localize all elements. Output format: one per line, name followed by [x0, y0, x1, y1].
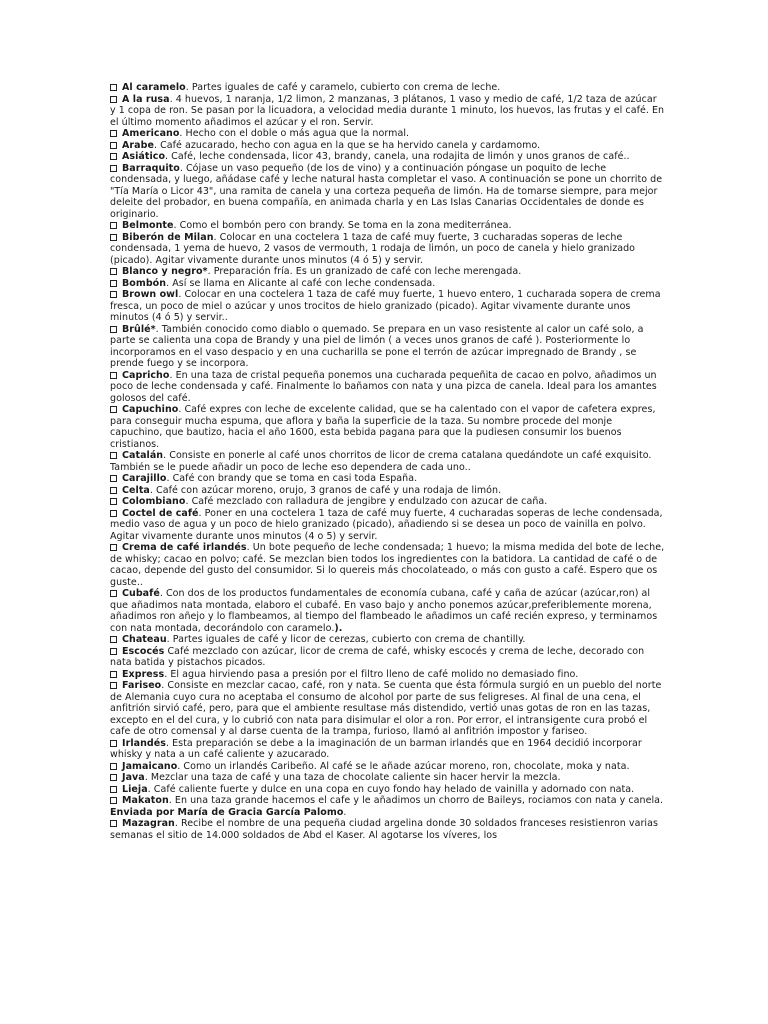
list-item [110, 496, 665, 508]
entry-text: . Café azucarado, hecho con agua en la que se ha hervido canela y cardamomo. [153, 139, 541, 151]
entry-text: . Colocar en una coctelera 1 taza de café muy fuerte, 1 huevo entero, 1 cucharada sopera de crema fresca, un poco de miel o azúcar y unos trocitos de hielo granizado (picado). Agitar vivamente durante unos minutos (4 ó 5) y servir.. [110, 289, 661, 323]
list-item [110, 266, 665, 278]
entry-text: . Café, leche condensada, licor 43, brandy, canela, una rodajita de limón y unos granos de café.. [165, 151, 630, 162]
list-item [110, 508, 665, 543]
list-item [110, 588, 665, 634]
list-item [110, 450, 665, 473]
checkbox-icon [110, 740, 117, 747]
list-item [110, 163, 665, 221]
entry-text: . Partes iguales de café y caramelo, cubierto con crema de leche. [185, 82, 501, 93]
list-item [110, 278, 665, 290]
entry-text: . Cójase un vaso pequeño (de los de vino) y a continuación póngase un poquito de leche condensada, y luego, añádase café y leche natural hasta completar el vaso. A continuación se pone un chorrito de "Tía María o Licor 43", una ramita de canela y una corteza pequeña de limón. Ha de tomarse siempre, para mejor deleite del probador, en buena compañía, en animada charla y en Las Islas Canarias Occidentales de donde es originario. [110, 162, 663, 220]
list-item [110, 220, 665, 232]
entry-term: Blanco y negro* [122, 266, 208, 277]
entry-text: . El agua hirviendo pasa a presión por el filtro lleno de café molido no demasiado fino. [164, 668, 579, 680]
list-item [110, 232, 665, 267]
checkbox-icon [110, 636, 117, 643]
entry-text: . Café mezclado con ralladura de jengibre y endulzado con azucar de caña. [185, 496, 548, 507]
entry-term: Celta [122, 484, 150, 496]
entry-term: Escocés [122, 645, 165, 657]
entry-term: Crema de café irlandés [122, 542, 247, 553]
list-item [110, 818, 665, 841]
checkbox-icon [110, 268, 117, 275]
entry-text: . Como un irlandés Caribeño. Al café se le añade azúcar moreno, ron, chocolate, moka y nata. [177, 760, 630, 772]
entry-text: . Consiste en mezclar cacao, café, ron y nata. Se cuenta que ésta fórmula surgió en un pueblo del norte de Alemania cuyo cura no aceptaba el consumo de alcohol por parte de sus feligreses. Al final de una cena, el anfitrión sirvió café, pero, para que el ambiente resultase más distendido, vertió unas gotas de ron en las tazas, excepto en el del cura, y lo cubrió con nata para disimular el olor a ron. Por error, el intransigente cura probó el cafe de otro comensal y al darse cuenta de la trampa, furioso, llamó al anfitrión impostor y fariseo. [110, 680, 662, 737]
checkbox-icon [110, 544, 117, 551]
entry-tail: . [343, 806, 347, 818]
entry-term: Makaton [122, 795, 169, 806]
entry-term: Java [122, 772, 145, 783]
entry-term: Brûlé* [122, 323, 156, 335]
entry-credit: Enviada por María de Gracia García Palomo [110, 806, 344, 818]
list-item [110, 324, 665, 370]
list-item [110, 151, 665, 163]
entry-term: Cubafé [122, 588, 160, 599]
entry-term: Capricho [122, 369, 170, 381]
checkbox-icon [110, 763, 117, 770]
entry-term: Carajillo [122, 473, 167, 484]
entry-term: Chateau [122, 634, 167, 645]
entry-text: . Café con azúcar moreno, orujo, 3 granos de café y una rodaja de limón. [149, 484, 502, 496]
entry-text: . Café expres con leche de excelente calidad, que se ha calentado con el vapor de cafetera expres, para conseguir mucha espuma, que aflora y baña la superficie de la taza. Su nombre procede del monje capuchino, que bautizo, hacia el año 1600, esta bebida pagana para que la pudiesen consumir los buenos cristianos. [110, 404, 656, 450]
checkbox-icon [110, 326, 117, 333]
list-item [110, 140, 665, 152]
entry-term: Colombiano [122, 496, 186, 507]
list-item [110, 542, 665, 588]
entry-text: . Mezclar una taza de café y una taza de chocolate caliente sin hacer hervir la mezcla. [144, 772, 561, 783]
entry-text: . Así se llama en Alicante al café con leche condensada. [166, 277, 436, 289]
recipe-list [110, 82, 665, 841]
list-item [110, 772, 665, 784]
list-item [110, 128, 665, 140]
list-item [110, 485, 665, 497]
entry-term: Coctel de café [122, 507, 199, 519]
checkbox-icon [110, 498, 117, 505]
entry-tail: ). [334, 622, 343, 634]
checkbox-icon [110, 234, 117, 241]
entry-text: . 4 huevos, 1 naranja, 1/2 limon, 2 manzanas, 3 plátanos, 1 vaso y medio de café, 1/2 taza de azúcar y 1 copa de ron. Se pasan por la licuadora, a velocidad media durante 1 minuto, los huevos, las frutas y el café. En el último momento añadimos el azúcar y el ron. Servir. [110, 93, 665, 128]
entry-term: A la rusa [122, 93, 170, 105]
checkbox-icon [110, 84, 117, 91]
entry-text: . Consiste en ponerle al café unos chorritos de licor de crema catalana quedándote un café exquisito. También se le puede añadir un poco de leche eso dependera de cada uno.. [110, 450, 652, 473]
entry-text: . Preparación fría. Es un granizado de café con leche merengada. [207, 266, 522, 277]
list-item [110, 669, 665, 681]
list-item [110, 646, 665, 669]
entry-term: Biberón de Milan [122, 231, 214, 243]
entry-term: Asiático [122, 151, 166, 162]
checkbox-icon [110, 406, 117, 413]
checkbox-icon [110, 222, 117, 229]
entry-term: Mazagran [122, 818, 175, 829]
entry-text: . Hecho con el doble o más agua que la normal. [179, 128, 410, 139]
entry-text: . Un bote pequeño de leche condensada; 1 huevo; la misma medida del bote de leche, de whisky; cacao en polvo; café. Se mezclan bien todos los ingredientes con la batidora. La cantidad de café o de cacao, depende del gusto del consumidor. Si lo quereis más chocolateado, o más con gusto a café. Espero que os guste.. [110, 542, 665, 588]
entry-text: . Partes iguales de café y licor de cerezas, cubierto con crema de chantilly. [166, 634, 526, 645]
entry-text: . En una taza grande hacemos el cafe y le añadimos un chorro de Baileys, rociamos con nata y canela. [168, 795, 664, 806]
list-item [110, 289, 665, 324]
checkbox-icon [110, 786, 117, 793]
entry-text: . Colocar en una coctelera 1 taza de café muy fuerte, 3 cucharadas soperas de leche condensada, 1 yema de huevo, 2 vasos de vermouth, 1 rodaja de limón, un poco de canela y hielo granizado (picado). Agitar vivamente durante unos minutos (4 ó 5) y servir. [110, 231, 636, 266]
entry-text: . Poner en una coctelera 1 taza de café muy fuerte, 4 cucharadas soperas de leche condensada, medio vaso de agua y un poco de hielo granizado (picado), añadiendo si se desea un poco de vainilla en polvo. Agitar vivamente durante unos minutos (4 o 5) y servir. [110, 507, 663, 542]
entry-term: Arabe [122, 139, 154, 151]
checkbox-icon [110, 671, 117, 678]
checkbox-icon [110, 590, 117, 597]
checkbox-icon [110, 774, 117, 781]
list-item [110, 795, 665, 818]
entry-term: Bombón [122, 277, 167, 289]
entry-term: Barraquito [122, 162, 180, 174]
checkbox-icon [110, 820, 117, 827]
entry-text: . Recibe el nombre de una pequeña ciudad argelina donde 30 soldados franceses resistienron varias semanas el sitio de 14.000 soldados de Abd el Kaser. Al agotarse los víveres, los [110, 818, 658, 841]
entry-term: Brown owl [122, 289, 179, 300]
entry-term: Jamaicano [122, 760, 178, 772]
entry-term: Irlandés [122, 737, 166, 749]
checkbox-icon [110, 130, 117, 137]
entry-text: Café mezclado con azúcar, licor de crema de café, whisky escocés y crema de leche, decorado con nata batida y pistachos picados. [110, 645, 645, 668]
entry-term: Catalán [122, 450, 164, 461]
list-item [110, 784, 665, 796]
entry-term: Express [122, 668, 165, 680]
checkbox-icon [110, 96, 117, 103]
entry-text: . También conocido como diablo o quemado. Se prepara en un vaso resistente al calor un café solo, a parte se calienta una copa de Brandy y una piel de limón ( a veces unos granos de café ). Posteriormente lo incorporamos en el vaso despacio y en una cucharilla se pone el terrón de azúcar impregnado de Brandy , se prende fuego y se incorpora. [110, 323, 644, 369]
list-item [110, 761, 665, 773]
list-item [110, 82, 665, 94]
entry-text: . Esta preparación se debe a la imaginación de un barman irlandés que en 1964 decidió incorporar whisky y nata a un café caliente y azucarado. [110, 737, 642, 760]
list-item [110, 680, 665, 738]
checkbox-icon [110, 280, 117, 287]
checkbox-icon [110, 648, 117, 655]
checkbox-icon [110, 142, 117, 149]
entry-term: Belmonte [122, 220, 174, 231]
checkbox-icon [110, 475, 117, 482]
entry-term: Al caramelo [122, 82, 186, 93]
entry-term: Capuchino [122, 404, 179, 415]
checkbox-icon [110, 797, 117, 804]
checkbox-icon [110, 153, 117, 160]
checkbox-icon [110, 291, 117, 298]
list-item [110, 738, 665, 761]
entry-term: Americano [122, 128, 180, 139]
checkbox-icon [110, 682, 117, 689]
checkbox-icon [110, 452, 117, 459]
entry-text: . Como el bombón pero con brandy. Se toma en la zona mediterránea. [173, 220, 512, 231]
checkbox-icon [110, 487, 117, 494]
list-item [110, 370, 665, 405]
entry-text: . En una taza de cristal pequeña ponemos una cucharada pequeñita de cacao en polvo, añadimos un poco de leche condensada y café. Finalmente lo bañamos con nata y una pizca de canela. Ideal para los amantes golosos del café. [110, 369, 657, 404]
entry-term: Fariseo [122, 680, 162, 691]
entry-text: . Con dos de los productos fundamentales de economía cubana, café y caña de azúcar (azúcar,ron) al que añadimos nata montada, elaboro el cubafé. En vaso bajo y ancho ponemos azúcar,preferiblemente morena, añadimos ron añejo y lo flambeamos, al tiempo del flambeado le añadimos un café recién expreso, y terminamos con nata montada, decorándolo con caramelo. [110, 588, 658, 634]
list-item [110, 634, 665, 646]
checkbox-icon [110, 372, 117, 379]
entry-term: Lieja [122, 783, 148, 795]
entry-text: . Café caliente fuerte y dulce en una copa en cuyo fondo hay helado de vainilla y adornado con nata. [147, 783, 635, 795]
entry-text: . Café con brandy que se toma en casi toda España. [166, 473, 418, 484]
list-item [110, 473, 665, 485]
checkbox-icon [110, 165, 117, 172]
checkbox-icon [110, 510, 117, 517]
list-item [110, 94, 665, 129]
list-item [110, 404, 665, 450]
